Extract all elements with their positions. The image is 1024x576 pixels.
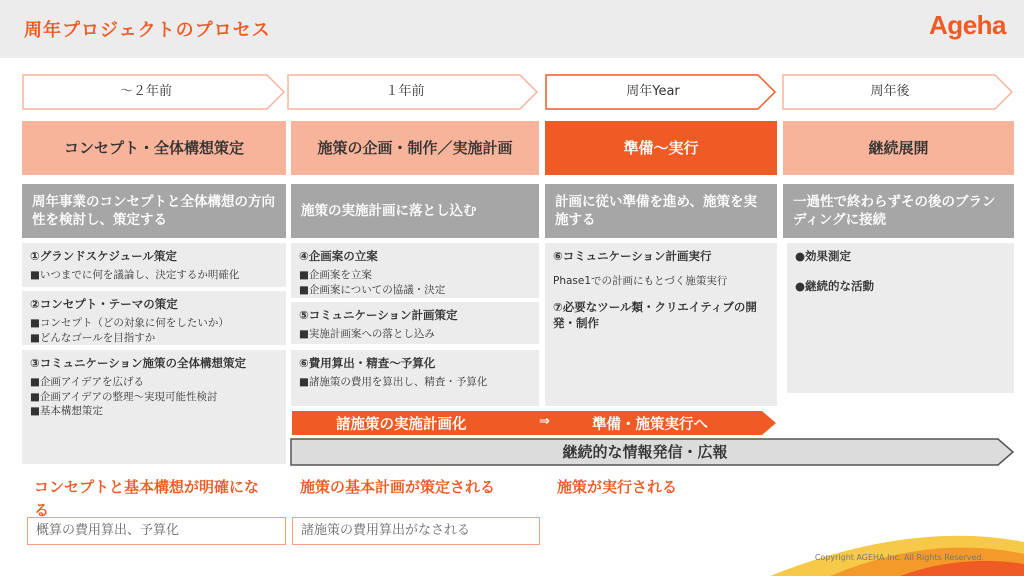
step-title: ⑦必要なツール類・クリエイティブの開発・制作 bbox=[553, 299, 757, 330]
step-bullet: ■どんなゴールを目指すか bbox=[30, 331, 156, 344]
step-card bbox=[291, 302, 539, 344]
step-card bbox=[291, 243, 539, 298]
step-bullet: ■企画アイデアを広げる bbox=[30, 376, 144, 389]
brand-logo: Ageha bbox=[929, 10, 1006, 40]
phase-label: 周年Year bbox=[626, 84, 680, 99]
decorative-swoosh bbox=[760, 520, 1024, 576]
column-description: 計画に従い準備を進め、施策を実施する bbox=[545, 184, 777, 238]
phase-label: １年前 bbox=[385, 84, 425, 99]
column-description: 周年事業のコンセプトと全体構想の方向性を検討し、策定する bbox=[22, 184, 286, 238]
step-title: ④企画案の立案 bbox=[299, 249, 378, 263]
column-heading-execution: 準備〜実行 bbox=[545, 121, 777, 175]
step-bullet: Phase1での計画にもとづく施策実行 bbox=[553, 275, 728, 288]
column-heading-concept: コンセプト・全体構想策定 bbox=[22, 121, 286, 175]
phase-label: 〜２年前 bbox=[119, 84, 172, 99]
step-bullet: ■いつまでに何を議論し、決定するか明確化 bbox=[30, 269, 240, 282]
copyright: Copyright AGEHA Inc. All Rights Reserved. bbox=[814, 553, 984, 562]
step-card bbox=[22, 350, 286, 464]
column-heading-continuation: 継続展開 bbox=[783, 121, 1014, 175]
outcome-text: 施策の基本計画が策定される bbox=[300, 478, 496, 496]
step-title: ⑥コミュニケーション計画実行 bbox=[553, 249, 712, 263]
outcome-subtext: 諸施策の費用算出がなされる bbox=[292, 517, 540, 545]
phase-arrow-anniversary-year bbox=[545, 74, 777, 110]
phase-label: 周年後 bbox=[870, 84, 910, 99]
phase-arrow-1-year-before bbox=[287, 74, 539, 110]
column-heading-planning: 施策の企画・制作／実施計画 bbox=[291, 121, 539, 175]
step-bullet: ■企画案についての協議・決定 bbox=[299, 283, 446, 296]
step-title: ⑥費用算出・精査〜予算化 bbox=[299, 356, 436, 370]
implementation-arrow bbox=[292, 411, 777, 435]
step-card bbox=[22, 243, 286, 287]
step-title: ⑤コミュニケーション計画策定 bbox=[299, 308, 458, 322]
step-title: ②コンセプト・テーマの策定 bbox=[30, 297, 178, 311]
execution-label: 準備・施策実行へ bbox=[592, 417, 708, 433]
step-title: ●継続的な活動 bbox=[795, 279, 875, 294]
step-title: ③コミュニケーション施策の全体構想策定 bbox=[30, 356, 247, 370]
right-arrow-icon: ⇒ bbox=[539, 414, 550, 429]
page-title: 周年プロジェクトのプロセス bbox=[24, 20, 271, 41]
step-card bbox=[545, 243, 777, 406]
step-bullet: ■諸施策の費用を算出し、精査・予算化 bbox=[299, 376, 488, 389]
step-bullet: ■実施計画案への落とし込み bbox=[299, 328, 435, 341]
outcome-text: 施策が実行される bbox=[557, 478, 678, 496]
phase-arrow-2-years-before bbox=[22, 74, 286, 110]
outcome-subtext: 概算の費用算出、予算化 bbox=[27, 517, 286, 545]
outcome-text: コンセプトと基本構想が明確になる bbox=[34, 478, 260, 519]
step-title: ●効果測定 bbox=[795, 249, 852, 263]
step-bullet: ■基本構想策定 bbox=[30, 405, 103, 418]
step-bullet: ■企画案を立案 bbox=[299, 269, 372, 282]
column-description: 施策の実施計画に落とし込む bbox=[291, 184, 539, 238]
step-card bbox=[787, 243, 1014, 393]
step-bullet: ■企画アイデアの整理〜実現可能性検討 bbox=[30, 390, 218, 403]
continuous-communication-arrow bbox=[290, 438, 1015, 466]
continuous-label: 継続的な情報発信・広報 bbox=[562, 443, 728, 461]
step-card bbox=[22, 291, 286, 345]
phase-arrow-after-anniversary bbox=[782, 74, 1014, 110]
step-bullet: ■コンセプト（どの対象に何をしたいか） bbox=[30, 317, 229, 330]
step-title: ①グランドスケジュール策定 bbox=[30, 249, 177, 263]
step-card bbox=[291, 350, 539, 406]
implementation-label: 諸施策の実施計画化 bbox=[336, 417, 467, 433]
column-description: 一過性で終わらずその後のブランディングに接続 bbox=[783, 184, 1014, 238]
